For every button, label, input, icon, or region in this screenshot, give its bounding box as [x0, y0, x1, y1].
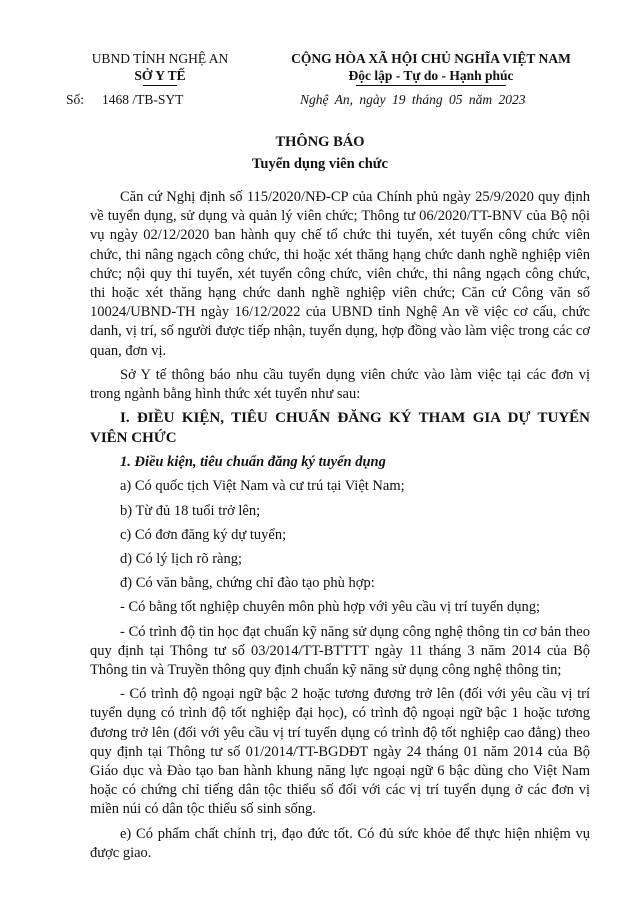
- document-subtitle: Tuyển dụng viên chức: [252, 156, 388, 172]
- list-item: c) Có đơn đăng ký dự tuyển;: [120, 526, 287, 543]
- document-title: THÔNG BÁO: [275, 134, 365, 150]
- legal-basis-paragraph: Căn cứ Nghị định số 115/2020/NĐ-CP của Chính phủ ngày 25/9/2020 quy định về tuyển dụng, sử dụng và quản lý viên chức; Thông tư 06/2020/TT-BNV của Bộ nội vụ ngày 02/12/2020 ban hành quy chế tổ chức thi tuyển, xét tuyển công chức viên chức, thi nâng ngạch công chức, thi hoặc xét thăng hạng chức danh nghề nghiệp viên chức; nội quy thi tuyển, xét tuyển công chức, viên chức, thi nâng ngạch công chức, thi hoặc xét thăng hạng chức danh nghề nghiệp viên chức; Căn cứ Công văn số 10024/UBND-TH ngày 16/12/2022 của UBND tỉnh Nghệ An về việc cơ cấu, chức danh, vị trí, số người được tiếp nhận, tuyển dụng, hợp đồng vào làm việc trong các cơ quan, đơn vị.: [90, 189, 590, 359]
- list-item: d) Có lý lịch rõ ràng;: [120, 551, 243, 568]
- list-item: đ) Có văn bằng, chứng chỉ đào tạo phù hợp:: [120, 575, 375, 592]
- issuing-agency: UBND TỈNH NGHỆ AN: [91, 51, 229, 66]
- department-underline: [143, 85, 177, 86]
- document-number-label: Số:: [66, 92, 85, 107]
- list-item: e) Có phẩm chất chính trị, đạo đức tốt. Có đủ sức khỏe để thực hiện nhiệm vụ được giao.: [90, 825, 590, 861]
- list-item: a) Có quốc tịch Việt Nam và cư trú tại Việt Nam;: [120, 478, 405, 495]
- national-header: [272, 50, 590, 86]
- country-name: CỘNG HÒA XÃ HỘI CHỦ NGHĨA VIỆT NAM: [291, 51, 571, 66]
- bullet-item: - Có trình độ tin học đạt chuẩn kỹ năng sử dụng công nghệ thông tin cơ bản theo quy định tại Thông tư số 03/2014/TT-BTTTT ngày 11 tháng 3 năm 2014 của Bộ Thông tin và Truyền thông quy định chuẩn kỹ năng sử dụng công nghệ thông tin;: [90, 623, 590, 679]
- document-body: [90, 188, 590, 863]
- bullet-item: - Có trình độ ngoại ngữ bậc 2 hoặc tương đương trở lên (đối với yêu cầu vị trí tuyển dụng có trình độ tốt nghiệp đại học), có trình độ ngoại ngữ bậc 1 hoặc tương đương trở lên (đối với yêu cầu vị trí tuyển dụng có trình độ tốt nghiệp cao đẳng) theo quy định tại Thông tư số 01/2014/TT-BGDĐT ngày 24 tháng 01 năm 2014 của Bộ Giáo dục và Đào tạo ban hành khung năng lực ngoại ngữ 6 bậc dùng cho Việt Nam hoặc có chứng chỉ tiếng dân tộc thiểu số đối với các vị trí tuyển dụng ở các đơn vị miền núi có dân tộc thiểu số sinh sống.: [90, 686, 590, 818]
- bullet-item: - Có bằng tốt nghiệp chuyên môn phù hợp với yêu cầu vị trí tuyển dụng;: [120, 599, 541, 616]
- list-item: b) Từ đủ 18 tuổi trở lên;: [120, 502, 261, 519]
- document-number-line: [66, 92, 183, 108]
- national-motto: Độc lập - Tự do - Hạnh phúc: [348, 68, 514, 83]
- subsection-heading: 1. Điều kiện, tiêu chuẩn đăng ký tuyển dụng: [120, 454, 386, 471]
- issuer-block: [62, 50, 258, 86]
- announcement-paragraph: Sở Y tế thông báo nhu cầu tuyển dụng viên chức vào làm việc tại các đơn vị trong ngành bằng hình thức xét tuyển như sau:: [90, 366, 590, 403]
- motto-underline: [356, 85, 506, 86]
- section-heading: I. ĐIỀU KIỆN, TIÊU CHUẨN ĐĂNG KÝ THAM GIA DỰ TUYỂN VIÊN CHỨC: [90, 410, 590, 446]
- issuing-department: SỞ Y TẾ: [134, 68, 186, 83]
- document-date: Nghệ An, ngày 19 tháng 05 năm 2023: [300, 92, 526, 107]
- document-number: 1468 /TB-SYT: [102, 92, 184, 107]
